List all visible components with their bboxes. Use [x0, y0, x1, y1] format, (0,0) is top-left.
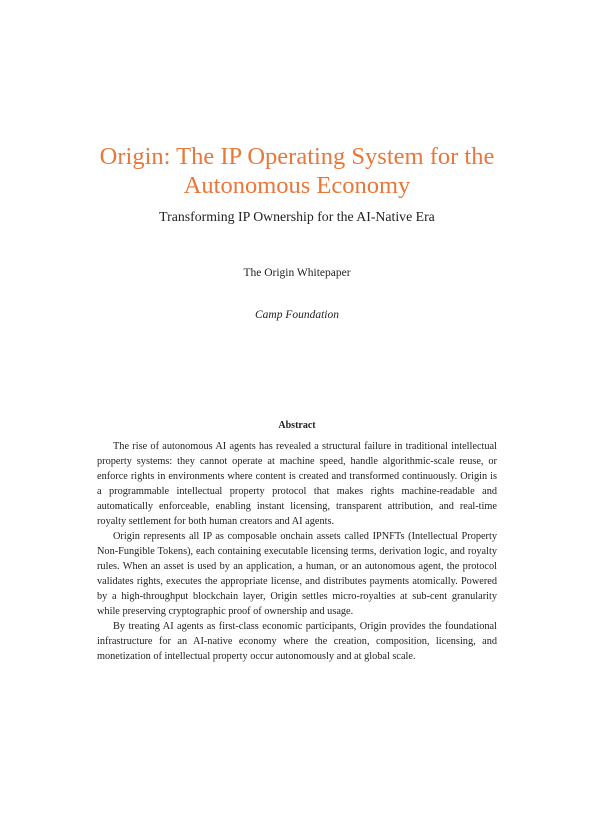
paper-author: Camp Foundation [254, 309, 339, 321]
abstract-paragraph: By treating AI agents as first-class economic participants, Origin provides the foundational infrastructure for an AI-native economy where the creation, composition, licensing, and monetization of intellectual property occur autonomously and at global scale. [97, 621, 497, 662]
abstract-paragraph: Origin represents all IP as composable onchain assets called IPNFTs (Intellectual Property Non-Fungible Tokens), each containing executable licensing terms, derivation logic, and royalty rules. When an asset is used by an application, a human, or an autonomous agent, the protocol validates rights, executes the appropriate license, and distributes payments atomically. Powered by a high-throughput blockchain layer, Origin settles micro-royalties at sub-cent granularity while preserving cryptographic proof of ownership and usage. [97, 531, 497, 617]
paper-series: The Origin Whitepaper [243, 267, 351, 279]
abstract-paragraph: The rise of autonomous AI agents has revealed a structural failure in traditional intellectual property systems: they cannot operate at machine speed, handle algorithmic-scale reuse, or enforce rights in environments where content is created and transformed continuously. Origin is a programmable intellectual property protocol that makes rights machine-readable and automatically enforceable, enabling instant licensing, transparent attribution, and real-time royalty settlement for both human creators and AI agents. [97, 441, 497, 527]
abstract-heading: Abstract [278, 420, 316, 431]
abstract-body [97, 439, 497, 664]
paper-title: Origin: The IP Operating System for the Autonomous Economy [99, 143, 495, 199]
paper-subtitle: Transforming IP Ownership for the AI-Native Era [159, 209, 435, 224]
